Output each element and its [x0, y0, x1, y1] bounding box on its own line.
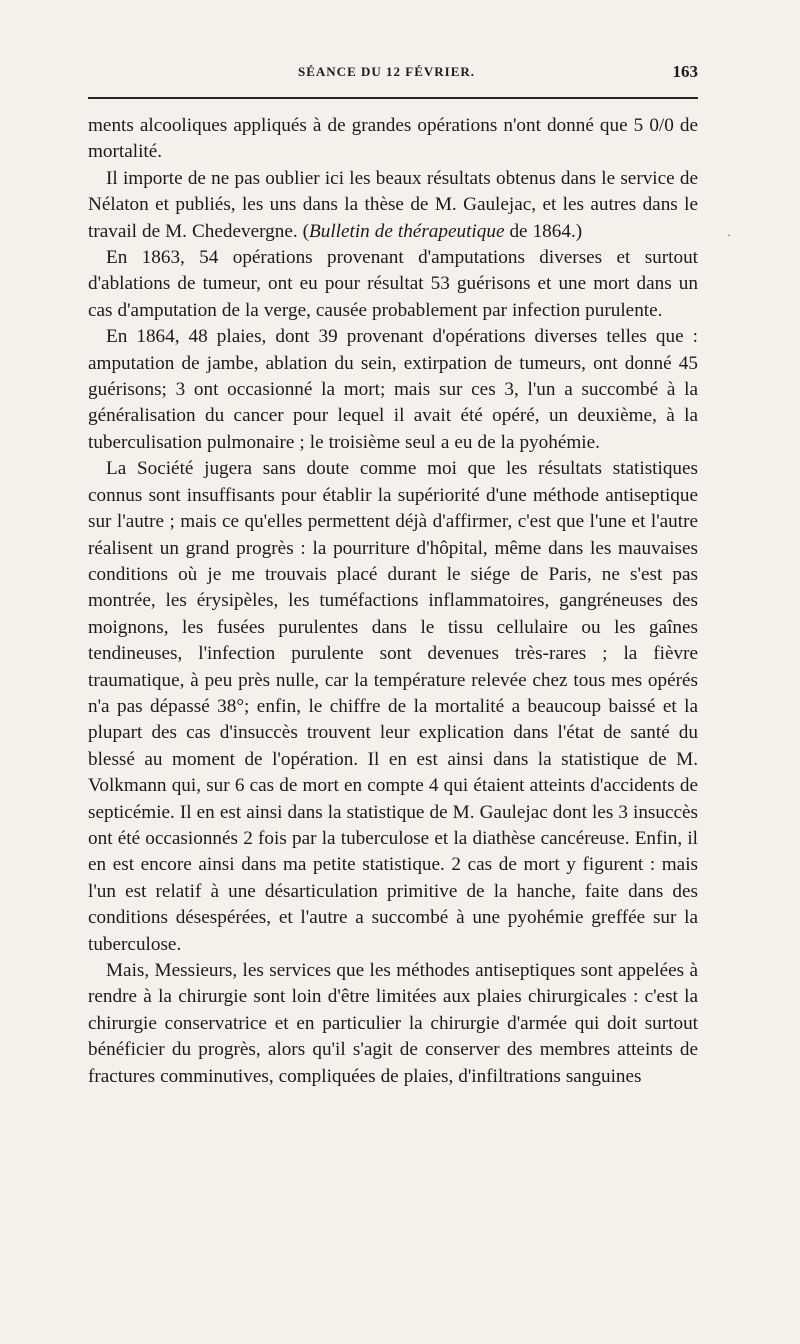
page-number: 163 — [672, 62, 698, 81]
paragraph-2-italic: Bulletin de thérapeutique — [309, 220, 505, 242]
paragraph-1: ments alcooliques appliqués à de grandes opérations n'ont donné que 5 0/0 de mortalité. — [88, 115, 698, 163]
paragraph-2-before-italic: Il importe de ne pas oublier ici les beaux résultats obtenus dans le service de Nélaton et publiés, les uns dans la thèse de M. Gaulejac, et les autres dans le travail de M. Chedevergne. ( — [88, 167, 698, 242]
header-rule — [88, 97, 698, 99]
page-header — [88, 63, 698, 85]
paragraph-2-after-italic: de 1864.) — [504, 220, 583, 242]
paragraph-5: La Société jugera sans doute comme moi que les résultats statistiques connus sont insuffisants pour établir la supériorité d'une méthode antiseptique sur l'autre ; mais ce qu'elles permettent déjà d'affirmer, c'est que l'une et l'autre réalisent un grand progrès : la pourriture d'hôpital, même dans les mauvaises conditions où je me trouvais placé durant le siége de Paris, ne s'est pas montrée, les érysipèles, les tuméfactions inflammatoires, gangréneuses des moignons, les fusées purulentes dans le tissu cellulaire ou les gaînes tendineuses, l'infection purulente sont devenues très-rares ; la fièvre traumatique, à peu près nulle, car la température relevée chez tous mes opérés n'a pas dépassé 38°; enfin, le chiffre de la mortalité a beaucoup baissé et la plupart des cas d'insuccès trouvent leur explication dans l'état de santé du blessé au moment de l'opération. Il en est ainsi dans la statistique de M. Volkmann qui, sur 6 cas de mort en compte 4 qui étaient atteints d'accidents de septicémie. Il en est ainsi dans la statistique de M. Gaulejac dont les 3 insuccès ont été occasionnés 2 fois par la tuberculose et la diathèse cancéreuse. Enfin, il en est encore ainsi dans ma petite statistique. 2 cas de mort y figurent : mais l'un est relatif à une désarticulation primitive de la hanche, faite dans des conditions désespérées, et l'autre a succombé à une pyohémie greffée sur la tuberculose. — [88, 458, 698, 955]
running-title: SÉANCE DU 12 FÉVRIER. — [298, 64, 476, 79]
paragraph-6: Mais, Messieurs, les services que les méthodes antiseptiques sont appelées à rendre à la chirurgie sont loin d'être limitées aux plaies chirurgicales : c'est la chirurgie conservatrice et en particulier la chirurgie d'armée qui doit surtout bénéficier du progrès, alors qu'il s'agit de conserver des membres atteints de fractures comminutives, compliquées de plaies, d'infiltrations sanguines — [88, 960, 698, 1087]
page-body — [88, 113, 698, 1090]
paragraph-4: En 1864, 48 plaies, dont 39 provenant d'opérations diverses telles que : amputation de jambe, ablation du sein, extirpation de tumeurs, ont donné 45 guérisons; 3 ont occasionné la mort; mais sur ces 3, l'un a succombé à la généralisation du cancer pour lequel il avait été opéré, un deuxième, à la tuberculisation pulmonaire ; le troisième seul a eu de la pyohémie. — [88, 326, 698, 453]
paragraph-3: En 1863, 54 opérations provenant d'amputations diverses et surtout d'ablations de tumeur, ont eu pour résultat 53 guérisons et une mort dans un cas d'amputation de la verge, causée probablement par infection purulente. — [88, 247, 698, 321]
margin-mark: · — [727, 228, 731, 242]
paragraph-2 — [88, 166, 698, 245]
